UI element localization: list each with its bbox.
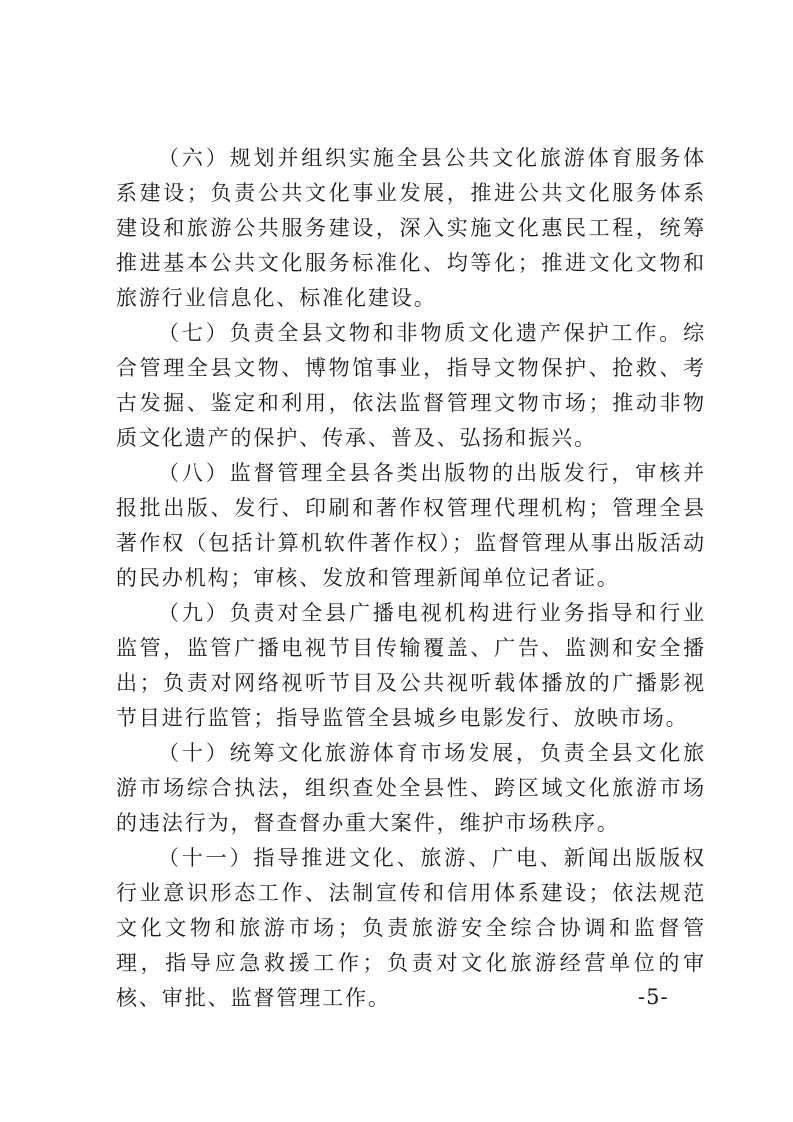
paragraph-item-10: （十）统筹文化旅游体育市场发展，负责全县文化旅游市场综合执法，组织查处全县性、跨区域文化旅游市场的违法行为，督查督办重大案件，维护市场秩序。 [116, 741, 706, 835]
paragraph-item-8: （八）监督管理全县各类出版物的出版发行，审核并报批出版、发行、印刷和著作权管理代理机构；管理全县著作权（包括计算机软件著作权）；监督管理从事出版活动的民办机构；审核、发放和管理新闻单位记者证。 [116, 461, 706, 590]
paragraph-item-6: （六）规划并组织实施全县公共文化旅游体育服务体系建设；负责公共文化事业发展，推进公共文化服务体系建设和旅游公共服务建设，深入实施文化惠民工程，统筹推进基本公共文化服务标准化、均等化；推进文化文物和旅游行业信息化、标准化建设。 [116, 146, 706, 310]
document-body [116, 141, 706, 1016]
paragraph-item-11: （十一）指导推进文化、旅游、广电、新闻出版版权行业意识形态工作、法制宣传和信用体系建设；依法规范文化文物和旅游市场；负责旅游安全综合协调和监督管理，指导应急救援工作；负责对文化旅游经营单位的审核、审批、监督管理工作。 [116, 846, 706, 1010]
page-number: -5- [638, 985, 669, 1009]
paragraph-item-9: （九）负责对全县广播电视机构进行业务指导和行业监管，监管广播电视节目传输覆盖、广告、监测和安全播出；负责对网络视听节目及公共视听载体播放的广播影视节目进行监管；指导监管全县城乡电影发行、放映市场。 [116, 601, 706, 730]
paragraph-item-7: （七）负责全县文物和非物质文化遗产保护工作。综合管理全县文物、博物馆事业，指导文物保护、抢救、考古发掘、鉴定和利用，依法监督管理文物市场；推动非物质文化遗产的保护、传承、普及、弘扬和振兴。 [116, 321, 706, 450]
